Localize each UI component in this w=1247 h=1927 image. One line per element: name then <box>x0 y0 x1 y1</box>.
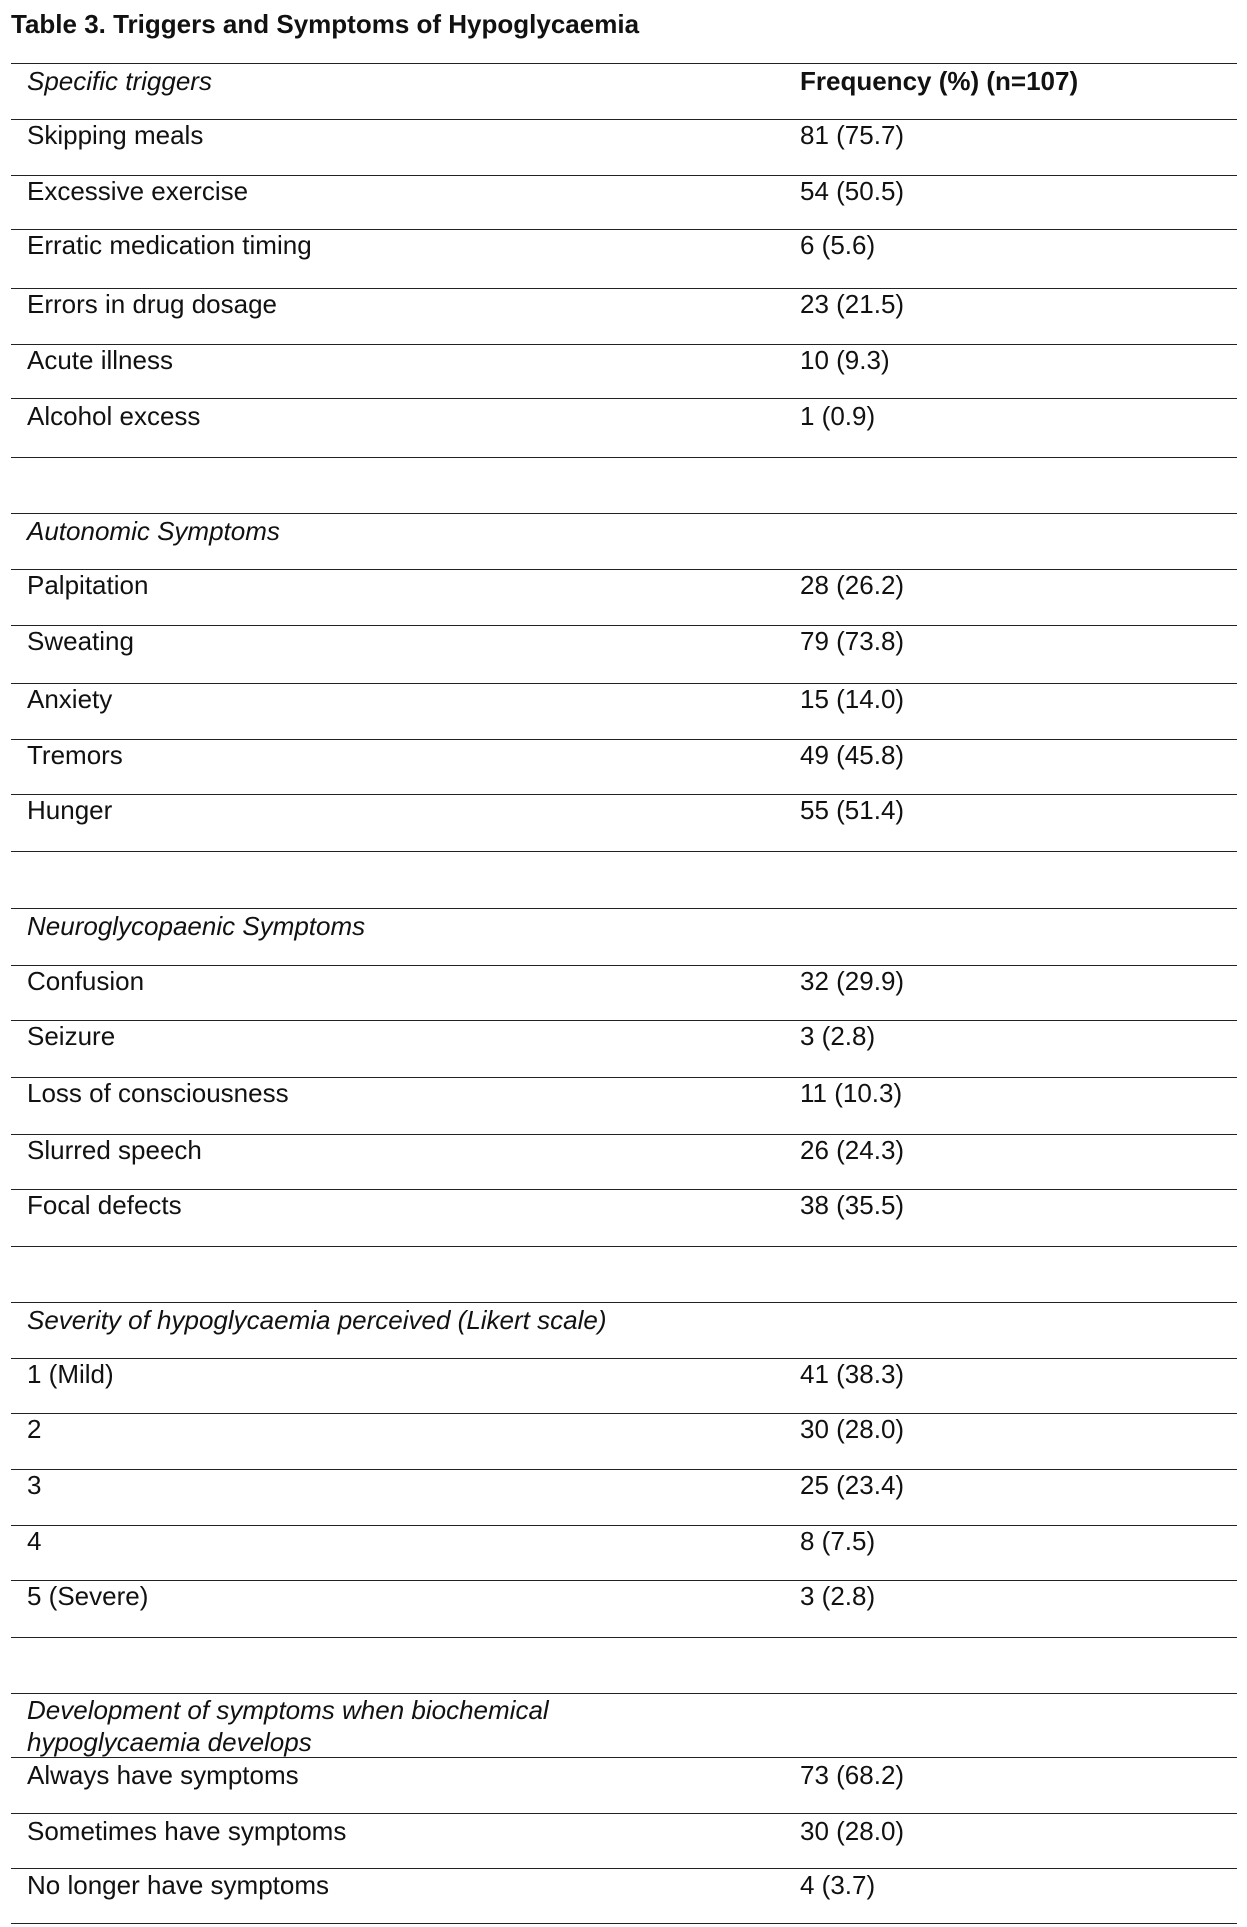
row-label: Tremors <box>27 740 123 770</box>
row-label: Erratic medication timing <box>27 230 312 260</box>
table-rule <box>11 1469 1237 1470</box>
row-value: 28 (26.2) <box>800 570 905 600</box>
row-label: Skipping meals <box>27 120 204 150</box>
row-label: Errors in drug dosage <box>27 289 278 319</box>
table-rule <box>11 1813 1237 1814</box>
table-rule <box>11 1020 1237 1021</box>
row-label: Loss of consciousness <box>27 1078 289 1108</box>
row-label: Acute illness <box>27 345 173 375</box>
row-label: Palpitation <box>27 570 149 600</box>
table-rule <box>11 1413 1237 1414</box>
row-label: Hunger <box>27 795 113 825</box>
row-value: 49 (45.8) <box>800 740 905 770</box>
table-rule <box>11 1637 1237 1638</box>
row-label: Seizure <box>27 1021 116 1051</box>
row-label: Always have symptoms <box>27 1760 299 1790</box>
row-value: 54 (50.5) <box>800 176 905 206</box>
table-rule <box>11 569 1237 570</box>
row-label: 3 <box>27 1470 42 1500</box>
row-label: Excessive exercise <box>27 176 249 206</box>
row-value: 3 (2.8) <box>800 1021 876 1051</box>
row-value: 79 (73.8) <box>800 626 905 656</box>
table-rule <box>11 513 1237 514</box>
column-header-frequency: Frequency (%) (n=107) <box>800 66 1079 96</box>
table-rule <box>11 1525 1237 1526</box>
row-value: 6 (5.6) <box>800 230 876 260</box>
table-rule <box>11 398 1237 399</box>
row-label: Anxiety <box>27 684 113 714</box>
row-label: 2 <box>27 1414 42 1444</box>
table-rule <box>11 965 1237 966</box>
table-rule <box>11 1757 1237 1758</box>
row-label: Slurred speech <box>27 1135 202 1165</box>
table-rule <box>11 344 1237 345</box>
table-rule <box>11 794 1237 795</box>
table-title: Table 3. Triggers and Symptoms of Hypoglycaemia <box>11 9 640 39</box>
row-value: 1 (0.9) <box>800 401 876 431</box>
row-label: Sweating <box>27 626 134 656</box>
row-value: 15 (14.0) <box>800 684 905 714</box>
row-value: 81 (75.7) <box>800 120 905 150</box>
table-rule <box>11 739 1237 740</box>
row-value: 32 (29.9) <box>800 966 905 996</box>
table-rule <box>11 851 1237 852</box>
table-rule <box>11 1189 1237 1190</box>
row-label: No longer have symptoms <box>27 1870 330 1900</box>
table-rule <box>11 1580 1237 1581</box>
row-value: 25 (23.4) <box>800 1470 905 1500</box>
row-label: 5 (Severe) <box>27 1581 149 1611</box>
section-header-neuroglycopaenic: Neuroglycopaenic Symptoms <box>27 911 366 941</box>
table-rule <box>11 1358 1237 1359</box>
row-value: 10 (9.3) <box>800 345 890 375</box>
table-rule <box>11 1246 1237 1247</box>
table-rule <box>11 63 1237 64</box>
table-rule <box>11 625 1237 626</box>
row-value: 4 (3.7) <box>800 1870 876 1900</box>
row-label: Sometimes have symptoms <box>27 1816 347 1846</box>
row-value: 30 (28.0) <box>800 1816 905 1846</box>
section-header-development: Development of symptoms when biochemical hypoglycaemia develops <box>27 1695 549 1757</box>
row-value: 26 (24.3) <box>800 1135 905 1165</box>
row-label: Focal defects <box>27 1190 182 1220</box>
row-value: 38 (35.5) <box>800 1190 905 1220</box>
row-value: 30 (28.0) <box>800 1414 905 1444</box>
row-label: 4 <box>27 1526 42 1556</box>
row-value: 73 (68.2) <box>800 1760 905 1790</box>
row-value: 23 (21.5) <box>800 289 905 319</box>
row-value: 8 (7.5) <box>800 1526 876 1556</box>
row-label: Alcohol excess <box>27 401 201 431</box>
section-header-autonomic: Autonomic Symptoms <box>27 516 280 546</box>
table-rule <box>11 683 1237 684</box>
table-rule <box>11 1923 1237 1924</box>
row-value: 41 (38.3) <box>800 1359 905 1389</box>
section-header-severity: Severity of hypoglycaemia perceived (Likert scale) <box>27 1305 607 1335</box>
row-label: Confusion <box>27 966 145 996</box>
table-rule <box>11 908 1237 909</box>
section-header-triggers: Specific triggers <box>27 66 212 96</box>
row-value: 11 (10.3) <box>800 1078 903 1108</box>
table-rule <box>11 457 1237 458</box>
row-value: 55 (51.4) <box>800 795 905 825</box>
row-value: 3 (2.8) <box>800 1581 876 1611</box>
table-rule <box>11 1302 1237 1303</box>
row-label: 1 (Mild) <box>27 1359 114 1389</box>
